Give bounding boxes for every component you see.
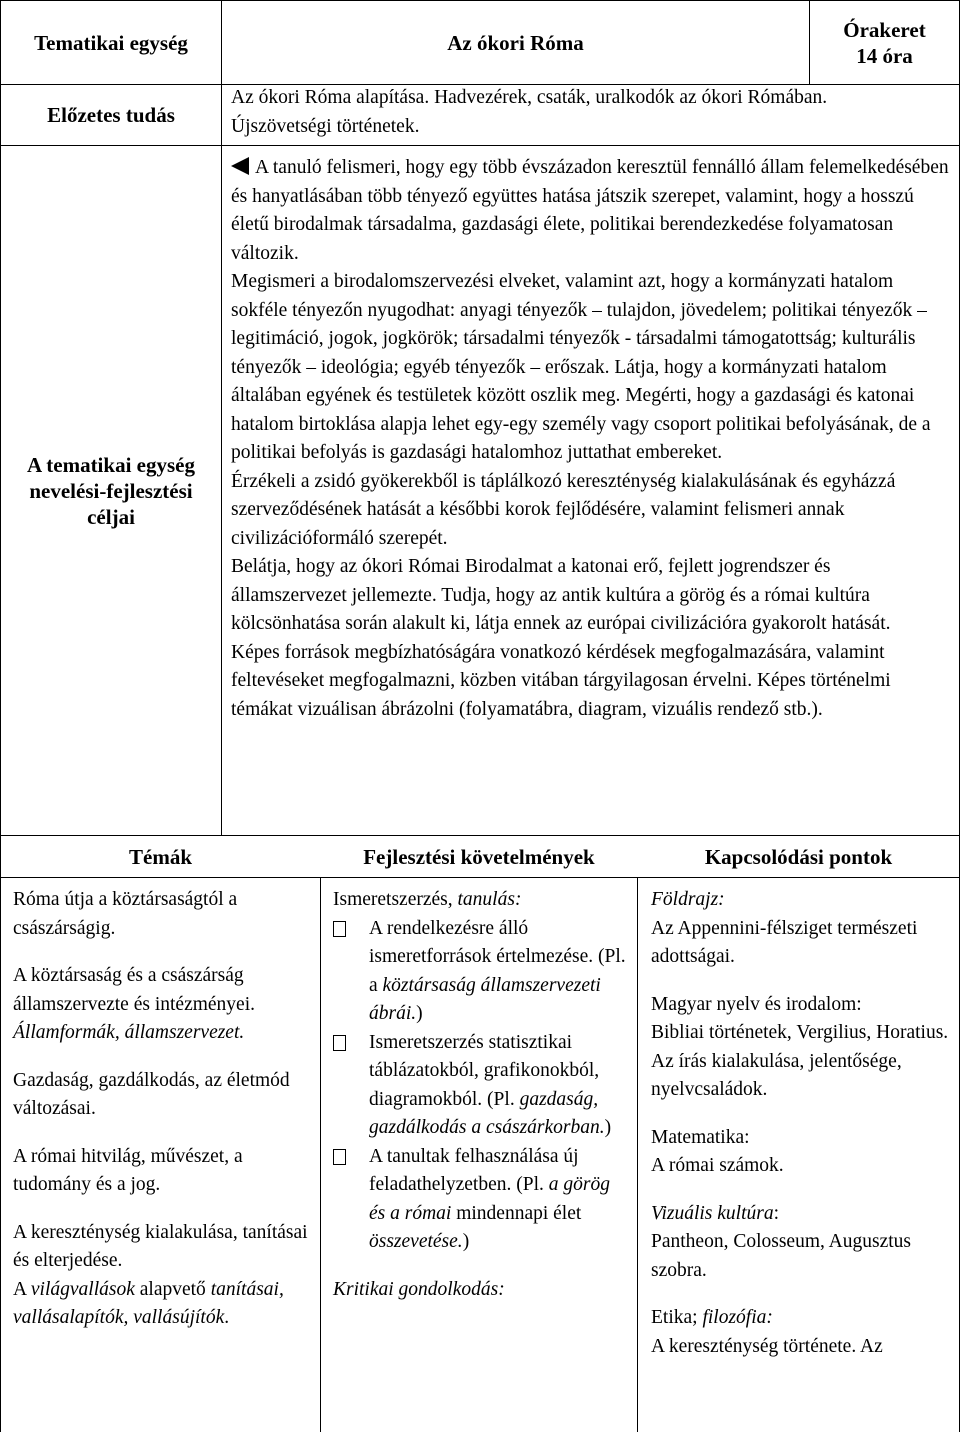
table-divider-columns [0, 877, 960, 878]
checkbox-glyph-icon [333, 1029, 369, 1143]
kapcsolodas-list [651, 886, 953, 1361]
tema-item: A világvallások alapvető tanításai, vallásalapítók, vallásújítók. [13, 1278, 284, 1328]
arrow-left-icon [231, 157, 249, 175]
fejlesztes-heading: Ismeretszerzés, tanulás: [333, 889, 522, 910]
table-divider-col1 [320, 877, 321, 1432]
elozetes-text: Az ókori Róma alapítása. Hadvezérek, csaták, uralkodók az ókori Rómában. Újszövetségi történetek. [231, 87, 828, 137]
table-border-left [0, 0, 1, 1432]
tema-item: A kereszténység kialakulása, tanításai és elterjedése. [13, 1221, 308, 1271]
checkbox-glyph-icon [333, 915, 369, 1029]
kapcsolodas-heading: Magyar nyelv és irodalom: [651, 993, 862, 1015]
orakeret-label: Órakeret [843, 17, 926, 42]
tema-item: A köztársaság és a császárság államszervezte és intézményei. Államformák, államszervezet. [13, 965, 255, 1043]
col-header-kapcsolodasi: Kapcsolódási pontok [704, 844, 893, 869]
celok-text [231, 154, 951, 834]
fejlesztes-list [333, 886, 629, 1304]
kapcsolodas-item: Az Appennini-félsziget természeti adottságai. [651, 917, 918, 967]
kapcsolodas-heading: Matematika: [651, 1126, 750, 1148]
fejlesztes-item: A rendelkezésre álló ismeretforrások értelmezése. (Pl. a köztársaság államszervezeti ábrái.) [333, 915, 629, 1029]
celok-p5: Képes források megbízhatóságára vonatkozó kérdések megfogalmazására, valamint feltevéseket megfogalmazni, közben vitában tárgyilagosan érvelni. Képes történelmi témákat vizuálisan ábrázolni (folyamatábra, diagram, vizuális rendező stb.). [231, 641, 891, 720]
table-divider-label-col [221, 0, 222, 836]
celok-p1-text: A tanuló felismeri, hogy egy több évszázadon keresztül fennálló állam felemelkedésében és hanyatlásában több tényező együttes hatása játszik szerepet, valamint, hogy a hosszú életű birodalmak társadalma, gazdasági élete, politikai berendezkedése folyamatosan változik. [231, 157, 949, 264]
orakeret-value: 14 óra [856, 43, 913, 68]
kapcsolodas-heading: Vizuális kultúra: [651, 1202, 780, 1224]
kapcsolodas-heading: Etika; filozófia: [651, 1307, 773, 1328]
label-tematikai-egyseg: Tematikai egység [34, 30, 188, 55]
col-header-temak: Témák [129, 844, 192, 869]
kapcsolodas-item: Bibliai történetek, Vergilius, Horatius. [651, 1022, 949, 1043]
kapcsolodas-heading: Földrajz: [651, 889, 725, 910]
celok-p4: Belátja, hogy az ókori Római Birodalmat a katonai erő, fejlett jogrendszer és államszervezet jellemezte. Tudja, hogy az antik kultúra a görög és a római kultúra kölcsönhatása során alakult ki, látja ennek az európai civilizációra gyakorolt hatását. [231, 556, 891, 634]
kapcsolodas-item: Pantheon, Colosseum, Augusztus szobra. [651, 1231, 912, 1281]
tema-item: Róma útja a köztársaságtól a császárságig. [13, 889, 238, 939]
table-divider-col2 [637, 877, 638, 1432]
kapcsolodas-item: A kereszténység története. Az [651, 1335, 883, 1357]
orakeret-box [810, 1, 959, 84]
celok-p2: Megismeri a birodalomszervezési elveket, valamint azt, hogy a kormányzati hatalom sokféle tényezőn nyugodhat: anyagi tényezők – tulajdon, jövedelem; politikai tényezők – legitimáció, jogok, jogkörök; társadalmi tényezők - társadalmi támogatottság; kulturális tényezők – ideológia; egyéb tényezők – erőszak. Látja, hogy a kormányzati hatalom általában egyének és testületek között oszlik meg. Megérti, hogy a gazdasági és katonai hatalom birtoklása alapja lehet egy-egy személy vagy csoport politikai befolyásának, de a politikai befolyás is gazdasági hatalomhoz juttathat embereket. [231, 271, 931, 463]
tema-item: Gazdaság, gazdálkodás, az életmód változásai. [13, 1069, 290, 1119]
label-celok: A tematikai egység nevelési-fejlesztési céljai [27, 452, 195, 529]
col-header-fejlesztesi: Fejlesztési követelmények [363, 844, 595, 869]
topic-title: Az ókori Róma [447, 30, 584, 55]
celok-p1 [231, 154, 951, 268]
kapcsolodas-item: A római számok. [651, 1155, 784, 1176]
checkbox-glyph-icon [333, 1143, 369, 1257]
label-elozetes-tudas: Előzetes tudás [47, 103, 175, 127]
kapcsolodas-item: Az írás kialakulása, jelentősége, nyelvcsaládok. [651, 1050, 902, 1100]
tema-item: A római hitvilág, művészet, a tudomány és a jog. [13, 1145, 243, 1195]
fejlesztes-kritikai-heading: Kritikai gondolkodás: [333, 1278, 505, 1300]
celok-p3: Érzékeli a zsidó gyökerekből is táplálkozó kereszténység kialakulásának és egyházzá szerveződésének hatását a későbbi korok fejlődésére, valamint felismeri annak civilizációformáló szerepét. [231, 470, 896, 549]
fejlesztes-item: Ismeretszerzés statisztikai táblázatokból, grafikonokból, diagramokból. (Pl. gazdaság, gazdálkodás a császárkorban.) [333, 1029, 629, 1143]
temak-list [13, 886, 313, 1333]
fejlesztes-item: A tanultak felhasználása új feladathelyzetben. (Pl. a görög és a római mindennapi élet összevetése.) [333, 1143, 629, 1257]
